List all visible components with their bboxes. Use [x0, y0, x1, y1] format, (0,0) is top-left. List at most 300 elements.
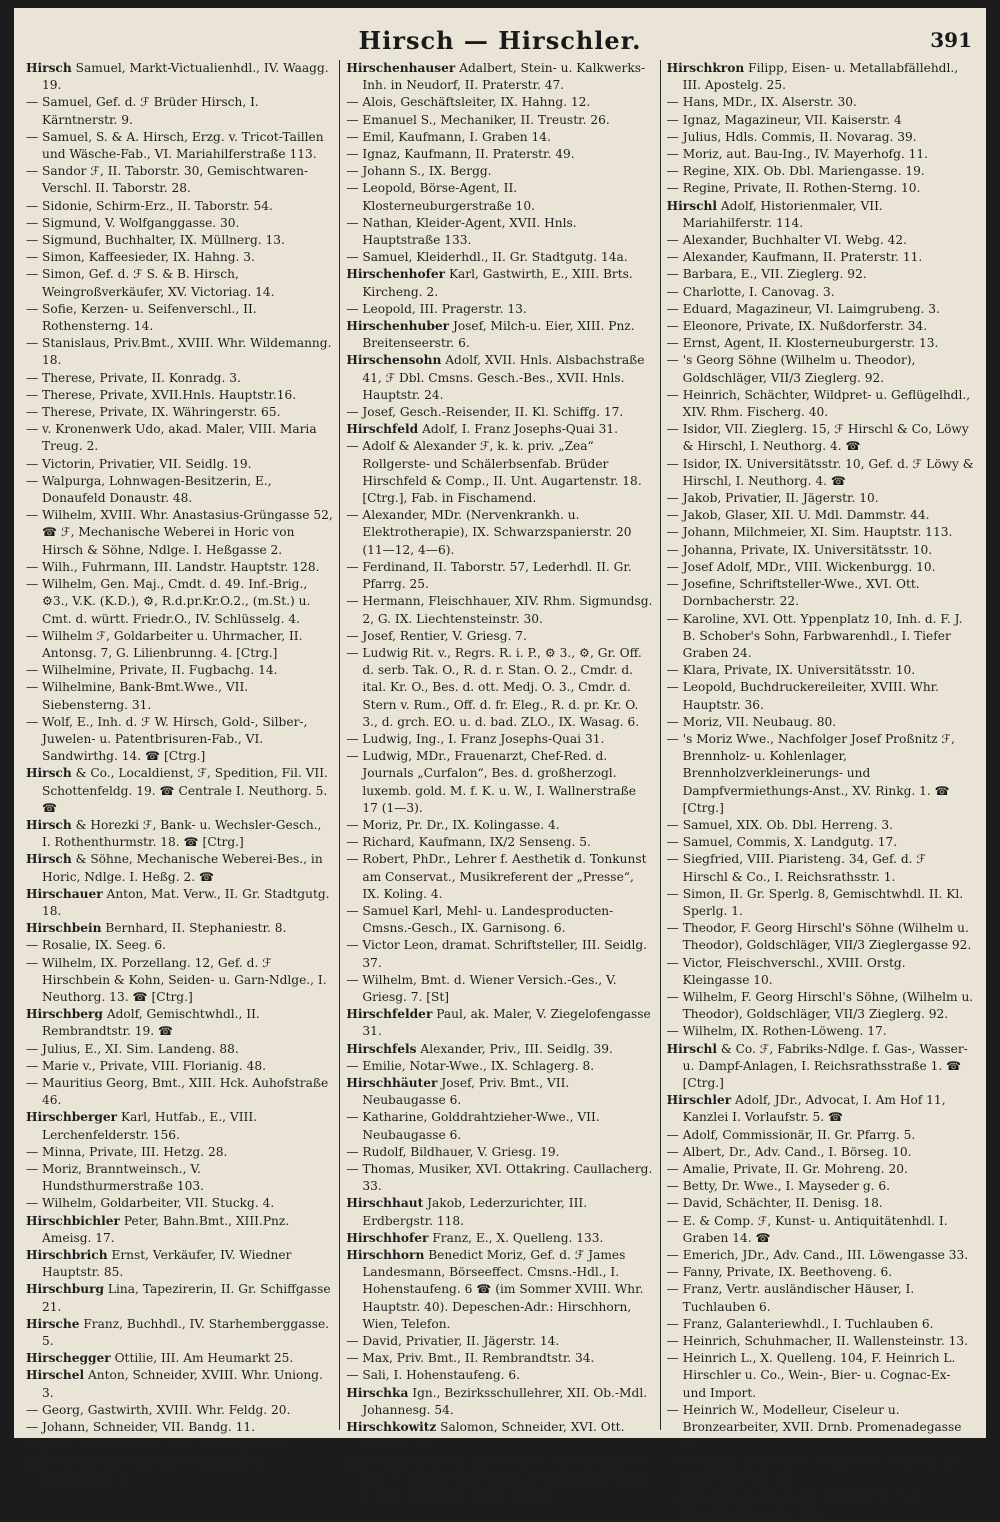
directory-entry	[346, 266, 653, 300]
directory-entry	[26, 679, 333, 713]
entry-text: Anton, Schneider, XVIII. Whr. Uniong. 3.	[42, 1368, 323, 1400]
directory-entry	[346, 146, 653, 163]
entry-text: Samuel, Markt-Victualienhdl., IV. Waagg. 19.	[42, 61, 329, 93]
entry-text: — David, Privatier, II. Jägerstr. 14.	[346, 1334, 560, 1349]
directory-entry	[26, 1006, 333, 1040]
directory-entry	[346, 1006, 653, 1040]
directory-entry	[667, 180, 974, 197]
entry-text: — Wilhelm, XVIII. Whr. Anastasius-Grüngasse 52, ☎ ℱ, Mechanische Weberei in Horic von Hirsch & Söhne, Ndlge. I. Heßgasse 2.	[26, 508, 333, 557]
entry-text: — Simon, II. Gr. Sperlg. 8, Gemischtwhdl. II. Kl. Sperlg. 1.	[666, 886, 964, 918]
entry-text: — Heinrich, Schächter, Wildpret- u. Geflügelhdl., XIV. Rhm. Fischerg. 40.	[666, 387, 971, 420]
directory-entry	[667, 112, 974, 129]
entry-surname: Hirschhaut	[346, 1196, 424, 1211]
entry-text: — Fanny, Private, IX. Beethoveng. 6.	[666, 1265, 893, 1280]
entry-text: — Betty, Dr. Wwe., I. Mayseder g. 6.	[666, 1179, 891, 1194]
directory-entry	[26, 1144, 333, 1161]
entry-text: — Isidor, VII. Zieglerg. 15, ℱ Hirschl & Co, Löwy & Hirschl, I. Neuthorg. 4. ☎	[666, 422, 969, 454]
entry-text: Paul, ak. Maler, V. Ziegelofengasse 31.	[362, 1007, 651, 1039]
entry-text: Josef, Milch-u. Eier, XIII. Pnz. Breitenseerstr. 6.	[362, 319, 635, 351]
directory-entry	[667, 559, 974, 576]
directory-entry	[667, 576, 974, 610]
directory-entry	[26, 1247, 333, 1281]
entry-text: — Moriz, Branntweinsch., V. Hundsthurmerstraße 103.	[26, 1162, 205, 1194]
directory-entry	[667, 352, 974, 386]
entry-text: — Ignaz, Magazineur, VII. Kaiserstr. 4	[666, 112, 902, 127]
directory-entry	[667, 284, 974, 301]
directory-entry	[26, 1350, 333, 1367]
entry-text: — Ferdinand, II. Taborstr. 57, Lederhdl. II. Gr. Pfarrg. 25.	[346, 559, 632, 592]
directory-entry	[667, 1092, 974, 1126]
entry-surname: Hirschbrich	[26, 1248, 108, 1263]
directory-entry	[667, 335, 974, 352]
entry-text: — Leopold, Buchdruckereileiter, XVIII. Whr. Hauptstr. 36.	[666, 680, 940, 712]
entry-text: — Moriz, VII. Neubaug. 80.	[666, 714, 837, 729]
directory-entry	[26, 851, 333, 885]
directory-entry	[346, 421, 653, 438]
directory-entry	[346, 972, 653, 1006]
entry-text: — Moriz, aut. Bau-Ing., IV. Mayerhofg. 11.	[666, 147, 928, 162]
directory-entry	[346, 112, 653, 129]
directory-entry	[26, 1041, 333, 1058]
entry-text: — Eleonore, Private, IX. Nußdorferstr. 34.	[666, 319, 928, 334]
entry-text: — Simon, Gef. d. ℱ S. & B. Hirsch, Weingroßverkäufer, XV. Victoriag. 14.	[26, 267, 275, 299]
entry-text: — Samuel Karl, Mehl- u. Landesproducten-Cmsns.-Gesch., IX. Garnisong. 6.	[346, 903, 614, 936]
entry-text: — Franz, Galanteriewhdl., I. Tuchlauben 6.	[666, 1316, 934, 1331]
entry-text: — Heinrich W., Modelleur, Ciseleur u. Bronzearbeiter, XVII. Drnb. Promenadegasse 44.	[666, 1402, 962, 1452]
entry-text: — Wilh., Fuhrmann, III. Landstr. Hauptstr. 128.	[26, 559, 320, 574]
entry-text: — Wolf, E., Inh. d. ℱ W. Hirsch, Gold-, Silber-, Juwelen- u. Patentbrisuren-Fab., VI. Sandwirthg. 14. ☎ [Ctrg.]	[26, 714, 308, 764]
directory-entry	[26, 1453, 333, 1487]
directory-entry	[346, 1075, 653, 1109]
directory-entry	[667, 731, 974, 817]
directory-entry	[667, 60, 974, 94]
entry-text: Alexander, Priv., III. Seidlg. 39.	[420, 1041, 613, 1056]
entry-text: Franz, Buchhdl., IV. Starhemberggasse. 5.	[42, 1316, 330, 1349]
entry-surname: Hirschauer	[26, 886, 103, 901]
entry-text: — Sidonie, Schirm-Erz., II. Taborstr. 54.	[26, 198, 273, 213]
directory-entry	[346, 1453, 653, 1505]
entry-text: — Alexander, Buchhalter VI. Webg. 42.	[666, 233, 908, 248]
entry-text: Franz, E., X. Quelleng. 133.	[432, 1230, 604, 1245]
directory-entry	[26, 1109, 333, 1143]
directory-entry	[26, 215, 333, 232]
directory-entry	[26, 1316, 333, 1350]
entry-text: — Ludwig, Ing., I. Franz Josephs-Quai 31.	[346, 731, 605, 746]
entry-text: Wilhelm, Kaufmann, III. Pfefferhofg. 4.	[42, 1454, 270, 1486]
entry-surname: Hirsch	[26, 766, 72, 781]
entry-text: — Isidor, IX. Universitätsstr. 10, Gef. d. ℱ Löwy & Hirschl, I. Neuthorg. 4. ☎	[666, 456, 974, 488]
entry-text: — Josef Adolf, MDr., VIII. Wickenburgg. 10.	[666, 559, 936, 574]
entry-text: — Moriz, Pr. Dr., IX. Kolingasse. 4.	[346, 817, 560, 832]
entry-surname: Hirschbein	[26, 921, 102, 936]
entry-surname: Hirschhäuter	[346, 1075, 438, 1090]
entry-text: — Samuel, XIX. Ob. Dbl. Herreng. 3.	[666, 817, 894, 832]
entry-text: — Ludwig, MDr., Frauenarzt, Chef-Red. d. Journals „Curfalon“, Bes. d. großherzogl. luxemb. gold. M. f. K. u. W., I. Wallnerstraße 17 (1—3).	[346, 749, 636, 815]
entry-text: — Victorin, Privatier, VII. Seidlg. 19.	[26, 456, 252, 471]
directory-entry	[26, 163, 333, 197]
directory-entry	[667, 94, 974, 111]
directory-entry	[667, 1264, 974, 1281]
directory-entry	[667, 232, 974, 249]
directory-entry	[667, 198, 974, 232]
directory-entry	[667, 421, 974, 455]
entry-text: — Walpurga, Lohnwagen-Besitzerin, E., Donaufeld Donaustr. 48.	[26, 473, 272, 506]
entry-surname: Hirschberg	[26, 1007, 103, 1022]
entry-text: — Minna, Private, III. Hetzg. 28.	[26, 1144, 228, 1159]
entry-text: — Charlotte, I. Canovag. 3.	[666, 284, 835, 299]
directory-entry	[26, 1058, 333, 1075]
entry-text: — Eduard, Magazineur, VI. Laimgrubeng. 3.	[666, 301, 940, 316]
entry-text: — Sali, I. Hohenstaufeng. 6.	[346, 1368, 521, 1383]
entry-text: — Regine, XIX. Ob. Dbl. Mariengasse. 19.	[666, 164, 925, 179]
entry-surname: Hirschl	[666, 1041, 717, 1056]
directory-entry	[667, 542, 974, 559]
directory-entry	[26, 473, 333, 507]
entry-text: — Jakob, Glaser, XII. U. Mdl. Dammstr. 44.	[666, 508, 930, 523]
directory-entry	[346, 507, 653, 559]
directory-entry	[667, 714, 974, 731]
directory-entry	[667, 1144, 974, 1161]
entry-text: — Alexander, MDr. (Nervenkrankh. u. Elektrotherapie), IX. Schwarzspanierstr. 20 (11—12, 4—6).	[346, 508, 632, 557]
directory-entry	[26, 920, 333, 937]
directory-entry	[26, 60, 333, 94]
directory-entry	[667, 1488, 974, 1522]
directory-entry	[26, 817, 333, 851]
entry-text: Adolf, Historienmaler, VII. Mariahilferstr. 114.	[682, 198, 883, 230]
directory-entry	[667, 611, 974, 663]
entry-surname: Hirsch	[26, 817, 72, 832]
directory-entry	[346, 937, 653, 971]
entry-text: — Wilhelm ℱ, Goldarbeiter u. Uhrmacher, II. Antonsg. 7, G. Lilienbrunng. 4. [Ctrg.]	[26, 628, 303, 660]
entry-text: Ign., Bezirksschullehrer, XII. Ob.-Mdl. Johannesg. 54.	[362, 1385, 648, 1417]
directory-entry	[667, 456, 974, 490]
entry-text: — Leopold, III. Pragerstr. 13.	[346, 301, 527, 316]
directory-entry	[26, 1419, 333, 1436]
directory-entry	[346, 593, 653, 627]
directory-entry	[26, 937, 333, 954]
entry-text: — Jakob, Privatier, II. Jägerstr. 10.	[666, 491, 879, 506]
directory-entry	[26, 198, 333, 215]
entry-text: — Sofie, Kerzen- u. Seifenverschl., II. Rothensterng. 14.	[26, 301, 257, 334]
entry-text: — Sandor ℱ, II. Taborstr. 30, Gemischtwaren-Verschl. II. Taborstr. 28.	[26, 164, 309, 196]
directory-entry	[26, 507, 333, 559]
column-right	[660, 60, 980, 1521]
entry-text: Adolf, Gemischtwhdl., II. Rembrandtstr. 19. ☎	[42, 1007, 260, 1039]
entry-text: Ottilie, III. Am Heumarkt 25.	[114, 1351, 294, 1366]
directory-entry	[26, 456, 333, 473]
entry-text: — Adolf & Alexander ℱ, k. k. priv. „Zea“ Rollgerste- und Schälerbsenfab. Brüder Hirschfeld & Comp., II. Unt. Augartenstr. 18. [Ctrg.], Fab. in Fischamend.	[346, 439, 642, 506]
directory-entry	[346, 94, 653, 111]
directory-entry	[346, 1385, 653, 1419]
entry-text: — Josef, Gesch.-Reisender, II. Kl. Schiffg. 17.	[346, 405, 624, 420]
directory-entry	[346, 834, 653, 851]
directory-entry	[26, 266, 333, 300]
entry-text: — Katharine, Golddrahtzieher-Wwe., VII. Neubaugasse 6.	[346, 1110, 600, 1142]
entry-text: — Wilhelm, F. Georg Hirschl's Söhne, (Wilhelm u. Theodor), Goldschläger, VII/3 Zieglerg. 92.	[666, 989, 974, 1022]
entry-text: — Emil, Kaufmann, I. Graben 14.	[346, 129, 551, 144]
entry-text: — Heinrich, Schuhmacher, II. Wallensteinstr. 13.	[666, 1334, 968, 1349]
directory-entry	[346, 1109, 653, 1143]
entry-text: — v. Kronenwerk Udo, akad. Maler, VIII. Maria Treug. 2.	[26, 422, 317, 454]
directory-entry	[667, 387, 974, 421]
entry-surname: Hirschensohn	[346, 353, 442, 368]
entry-text: & Horezki ℱ, Bank- u. Wechsler-Gesch., I. Rothenthurmstr. 18. ☎ [Ctrg.]	[42, 817, 322, 850]
directory-entry	[346, 1041, 653, 1058]
directory-entry	[346, 1247, 653, 1333]
entry-text: — Wilhelm, Goldarbeiter, VII. Stuckg. 4.	[26, 1196, 275, 1211]
directory-entry	[667, 886, 974, 920]
directory-entry	[346, 404, 653, 421]
entry-surname: Hirschenhofer	[346, 267, 446, 282]
directory-entry	[667, 1023, 974, 1040]
directory-entry	[26, 370, 333, 387]
entry-text: — Albert, Dr., Adv. Cand., I. Börseg. 10.	[666, 1144, 912, 1159]
entry-surname: Hirschfels	[346, 1041, 417, 1056]
entry-text: — Johann, Schneider, VII. Bandg. 11.	[26, 1420, 256, 1435]
entry-surname: Hirsche	[26, 1316, 80, 1331]
entry-text: Adolf, XVII. Hnls. Alsbachstraße 41, ℱ Dbl. Cmsns. Gesch.-Bes., XVII. Hnls. Hauptstr. 24.	[362, 353, 645, 402]
directory-entry	[26, 1402, 333, 1419]
directory-entry	[667, 817, 974, 834]
entry-text: — Emanuel S., Mechaniker, II. Treustr. 26.	[346, 112, 610, 127]
directory-entry	[26, 559, 333, 576]
directory-entry	[667, 301, 974, 318]
entry-text: Anton, XIX. Ob.Dbl. Hirschengasse 40a, ℱ Brüder Hirschkron Seidentücher-Lager, I. Marc Aurelstr. 10. ☎ [Ctrg.]	[362, 1454, 653, 1503]
entry-surname: Hirschka	[346, 1385, 409, 1400]
directory-entry	[26, 1161, 333, 1195]
entry-text: Adolf, I. Franz Josephs-Quai 31.	[422, 422, 618, 437]
entry-text: — Wilhelmine, Private, II. Fugbachg. 14.	[26, 663, 278, 678]
directory-entry	[346, 731, 653, 748]
directory-entry	[346, 180, 653, 214]
directory-entry	[26, 94, 333, 128]
entry-text: & Co., Localdienst, ℱ, Spedition, Fil. VII. Schottenfeldg. 19. ☎ Centrale I. Neuthorg. 5. ☎	[42, 766, 328, 815]
entry-text: Salomon, Schneider, XVI. Ott. Huberg. 14.	[362, 1420, 625, 1452]
entry-text: Filipp, Eisen- u. Metallabfällehdl., III. Apostelg. 25.	[682, 61, 959, 93]
entry-text: — Nathan, Kleider-Agent, XVII. Hnls. Hauptstraße 133.	[346, 215, 577, 248]
entry-text: Lina, Tapezirerin, II. Gr. Schiffgasse 21.	[42, 1282, 331, 1314]
entry-text: Josef, Priv. Bmt., VII. Neubaugasse 6.	[362, 1075, 570, 1108]
directory-entry	[667, 490, 974, 507]
entry-text: — 's Georg Söhne (Wilhelm u. Theodor), Goldschläger, VII/3 Zieglerg. 92.	[666, 353, 916, 385]
directory-entry	[346, 1333, 653, 1350]
entry-text: — Regine, Private, II. Rothen-Sterng. 10.	[666, 181, 921, 196]
directory-entry	[346, 645, 653, 731]
directory-entry	[346, 352, 653, 404]
entry-text: Adalbert, Stein- u. Kalkwerks-Inh. in Neudorf, II. Praterstr. 47.	[362, 61, 646, 93]
directory-entry	[346, 249, 653, 266]
directory-entry	[346, 628, 653, 645]
directory-entry	[346, 559, 653, 593]
entry-text: — Wilhelm, Bmt. d. Wiener Versich.-Ges., V. Griesg. 7. [St]	[346, 972, 617, 1004]
entry-text: — Stanislaus, Priv.Bmt., XVIII. Whr. Wildemanng. 18.	[26, 336, 332, 368]
entry-text: — Emilie, Notar-Wwe., IX. Schlagerg. 8.	[346, 1058, 595, 1073]
directory-entry	[667, 129, 974, 146]
entry-text: — Samuel, S. & A. Hirsch, Erzg. v. Tricot-Taillen und Wäsche-Fab., VI. Mariahilferstraße 113.	[26, 129, 324, 162]
entry-surname: Hirschkowitz	[346, 1420, 437, 1435]
entry-text: — E. & Comp. ℱ, Kunst- u. Antiquitätenhdl. I. Graben 14. ☎	[666, 1213, 948, 1245]
directory-entry	[667, 1178, 974, 1195]
entry-text: — Hermann, Fleischhauer, XIV. Rhm. Sigmundsg. 2, G. IX. Liechtensteinstr. 30.	[346, 594, 653, 626]
entry-text: — Hans, MDr., IX. Alserstr. 30.	[666, 95, 857, 110]
entry-text: Jakob, Lederzurichter, III. Erdbergstr. 118.	[362, 1196, 588, 1228]
entry-text: — Richard, Kaufmann, IX/2 Senseng. 5.	[346, 835, 591, 850]
entry-text: Anton, Mat. Verw., II. Gr. Stadtgutg. 18.	[42, 886, 330, 918]
directory-entry	[667, 1127, 974, 1144]
directory-entry	[26, 1281, 333, 1315]
directory-entry	[667, 920, 974, 954]
entry-text: — Ernst, Agent, II. Klosterneuburgerstr. 13.	[666, 336, 939, 351]
directory-entry	[26, 1195, 333, 1212]
entry-text: — Josefine, Schriftsteller-Wwe., XVI. Ott. Dornbacherstr. 22.	[666, 577, 920, 609]
directory-entry	[346, 1195, 653, 1229]
directory-entry	[26, 1367, 333, 1401]
directory-entry	[346, 817, 653, 834]
page-header	[14, 20, 986, 64]
directory-entry	[26, 1436, 333, 1453]
entry-text: — Thomas, Musiker, XVI. Ottakring. Caullacherg. 33.	[346, 1162, 653, 1194]
entry-text: — Alois, Geschäftsleiter, IX. Hahng. 12.	[346, 95, 591, 110]
entry-text: Adolf, JDr., Advocat, I. Am Hof 11, Kanzlei I. Vorlaufstr. 5. ☎	[682, 1093, 946, 1125]
directory-entry	[667, 989, 974, 1023]
entry-surname: Hirschkron	[346, 1454, 424, 1469]
entry-text: Bernhard, II. Stephaniestr. 8.	[105, 921, 287, 936]
entry-text: — Franz, Vertr. ausländischer Häuser, I. Tuchlauben 6.	[666, 1282, 915, 1314]
entry-surname: Hirschfeld	[346, 422, 419, 437]
entry-text: — Wilhelmine, Bank-Bmt.Wwe., VII. Siebensterng. 31.	[26, 680, 249, 712]
entry-text: — Rudolf, Bildhauer, V. Griesg. 19.	[346, 1144, 560, 1159]
entry-surname: Hirschkron	[666, 61, 745, 75]
directory-entry	[26, 404, 333, 421]
entry-text: — Robert, PhDr., Lehrer f. Aesthetik d. Tonkunst am Conservat., Musikreferent der „Presse“, IX. Koling. 4.	[346, 852, 647, 901]
directory-entry	[667, 851, 974, 885]
entry-text: — Emerich, JDr., Adv. Cand., III. Löwengasse 33.	[666, 1248, 969, 1263]
directory-entry	[667, 1281, 974, 1315]
directory-entry	[667, 679, 974, 713]
entry-surname: Hirschhofer	[346, 1230, 429, 1245]
directory-entry	[26, 301, 333, 335]
entry-surname: Hirschbichler	[26, 1213, 120, 1228]
entry-text: — Josef, Rentier, V. Griesg. 7.	[346, 628, 527, 643]
entry-text: — Samuel, Commis, X. Landgutg. 17.	[666, 835, 898, 850]
entry-text: — Therese, Private, II. Konradg. 3.	[26, 370, 241, 385]
entry-text: Peter, Bahn.Bmt., XIII.Pnz. Ameisg. 17.	[42, 1213, 290, 1245]
entry-surname: Hirschegger	[26, 1351, 111, 1366]
entry-text: — Josef, Milchverschl., VIII. Albertplatz 8.	[26, 1437, 287, 1452]
entry-text: Ernst, Verkäufer, IV. Wiedner Hauptstr. 85.	[42, 1248, 292, 1280]
directory-entry	[26, 886, 333, 920]
directory-entry	[26, 232, 333, 249]
directory-entry	[346, 60, 653, 94]
directory-entry	[346, 1161, 653, 1195]
entry-text: — Sigmund, V. Wolfganggasse. 30.	[26, 215, 240, 230]
entry-text: — Marie v., Private, VIII. Florianig. 48.	[26, 1058, 266, 1073]
directory-entry	[26, 1213, 333, 1247]
directory-entry	[346, 1350, 653, 1367]
entry-surname: Hirschfelder	[346, 1007, 433, 1022]
directory-entry	[346, 215, 653, 249]
entry-surname: Hirschl	[666, 198, 717, 213]
directory-entry	[346, 1367, 653, 1384]
entry-text: — Wilhelm, IX. Rothen-Löweng. 17.	[666, 1024, 887, 1039]
entry-text: — Siegfried, VIII. Piaristeng. 34, Gef. d. ℱ Hirschl & Co., I. Reichsrathsstr. 1.	[666, 852, 926, 884]
entry-surname: Hirschberger	[26, 1110, 118, 1125]
directory-entry	[26, 628, 333, 662]
entry-text: — Karoline, XVI. Ott. Yppenplatz 10, Inh. d. F. J. B. Schober's Sohn, Farbwarenhdl., I. Tiefer Graben 24.	[666, 611, 963, 660]
directory-entry	[26, 421, 333, 455]
column-left	[20, 60, 339, 1486]
entry-text: — Leopold, Börse-Agent, II. Klosterneuburgerstraße 10.	[346, 181, 535, 213]
directory-entry	[667, 1350, 974, 1402]
directory-entry	[346, 129, 653, 146]
entry-text: — Ignaz, Kaufmann, II. Praterstr. 49.	[346, 147, 575, 162]
directory-entry	[346, 163, 653, 180]
entry-surname: Hirschhorn	[346, 1248, 425, 1263]
directory-entry	[26, 387, 333, 404]
entry-text: — 's Moriz Wwe., Nachfolger Josef Proßnitz ℱ, Brennholz- u. Kohlenlager, Brennholzverkleinerungs- und Dampfvermiethungs-Anst., XV. Rinkg. 1. ☎ [Ctrg.]	[666, 731, 955, 815]
entry-surname: Hirsch	[26, 61, 72, 75]
entry-text: — Wilhelm, IX. Porzellang. 12, Gef. d. ℱ Hirschbein & Kohn, Seiden- u. Garn-Ndlge., I. Neuthorg. 13. ☎ [Ctrg.]	[26, 955, 327, 1004]
directory-entry	[26, 129, 333, 163]
entry-text: — Georg, Gastwirth, XVIII. Whr. Feldg. 20.	[26, 1402, 291, 1417]
directory-entry	[667, 163, 974, 180]
entry-text: — Rosalie, IX. Seeg. 6.	[26, 938, 167, 953]
directory-entry	[667, 249, 974, 266]
entry-text: & Co. ℱ, Fabriks-Ndlge. f. Gas-, Wasser- u. Dampf-Anlagen, I. Reichsrathsstraße 1. ☎ [Ctrg.]	[682, 1041, 968, 1090]
directory-entry	[26, 955, 333, 1007]
directory-entry	[667, 1195, 974, 1212]
entry-surname: Hirschburg	[26, 1282, 105, 1297]
directory-entry	[26, 576, 333, 628]
entry-text: — Heinrich L., X. Quelleng. 104, F. Heinrich L. Hirschler u. Co., Wein-, Bier- u. Cognac-Ex- und Import.	[666, 1351, 956, 1400]
page-number: 391	[930, 28, 972, 52]
entry-text: — Victor, Fleischverschl., XVIII. Orstg. Kleingasse 10.	[666, 955, 906, 987]
entry-text: Karl, Gastwirth, E., XIII. Brts. Kircheng. 2.	[362, 267, 633, 299]
directory-entry	[346, 903, 653, 937]
directory-entry	[346, 1419, 653, 1453]
entry-text: — Max, Priv. Bmt., II. Rembrandtstr. 34.	[346, 1351, 595, 1366]
directory-entry	[667, 834, 974, 851]
entry-text: — Wilhelm, Gen. Maj., Cmdt. d. 49. Inf.-Brig., ⚙3., V.K. (K.D.), ⚙, R.d.pr.Kr.O.2., (m.St.) u. Cmt. d. württ. Friedr.O., IV. Schlüsselg. 4.	[26, 577, 311, 626]
entry-text: — Adolf, Commissionär, II. Gr. Pfarrg. 5.	[666, 1127, 916, 1142]
entry-text: — Johanna, Private, IX. Universitätsstr. 10.	[666, 542, 933, 557]
entry-surname: Hirschel	[26, 1368, 85, 1383]
entry-text: Karl, Hutfab., E., VIII. Lerchenfelderstr. 156.	[42, 1110, 258, 1142]
entry-text: — Ignaz, Fleischhauer, V. Diehlg. 52, G. V. Hundsthurmerstr. 143.	[666, 1488, 925, 1521]
directory-entry	[346, 438, 653, 507]
directory-entry	[346, 301, 653, 318]
page-title: Hirsch — Hirschler.	[358, 26, 642, 55]
directory-columns	[20, 60, 980, 1521]
directory-entry	[667, 1453, 974, 1487]
directory-entry	[667, 524, 974, 541]
entry-text: — Therese, Private, IX. Währingerstr. 65.	[26, 405, 281, 420]
entry-surname: Hirschenbein	[26, 1454, 119, 1469]
directory-entry	[667, 1247, 974, 1264]
column-middle	[339, 60, 659, 1503]
entry-text: Benedict Moriz, Gef. d. ℱ James Landesmann, Börseeffect. Cmsns.-Hdl., I. Hohenstaufeng. 6 ☎ (im Sommer XVIII. Whr. Hauptstr. 40). Depeschen-Adr.: Hirschhorn, Wien, Telefon.	[362, 1248, 644, 1331]
directory-entry	[26, 765, 333, 817]
entry-surname: Hirschenhauser	[346, 61, 456, 75]
directory-entry	[667, 1333, 974, 1350]
entry-text: — Sigmund, Buchhalter, IX. Müllnerg. 13.	[26, 233, 285, 248]
directory-entry	[667, 1213, 974, 1247]
entry-text: — Johann, Milchmeier, XI. Sim. Hauptstr. 113.	[666, 525, 953, 540]
directory-entry	[667, 318, 974, 335]
directory-entry	[26, 1075, 333, 1109]
entry-text: — Julius, E., XI. Sim. Landeng. 88.	[26, 1041, 239, 1056]
entry-text: — Samuel, Kleiderhdl., II. Gr. Stadtgutg. 14a.	[346, 250, 628, 265]
